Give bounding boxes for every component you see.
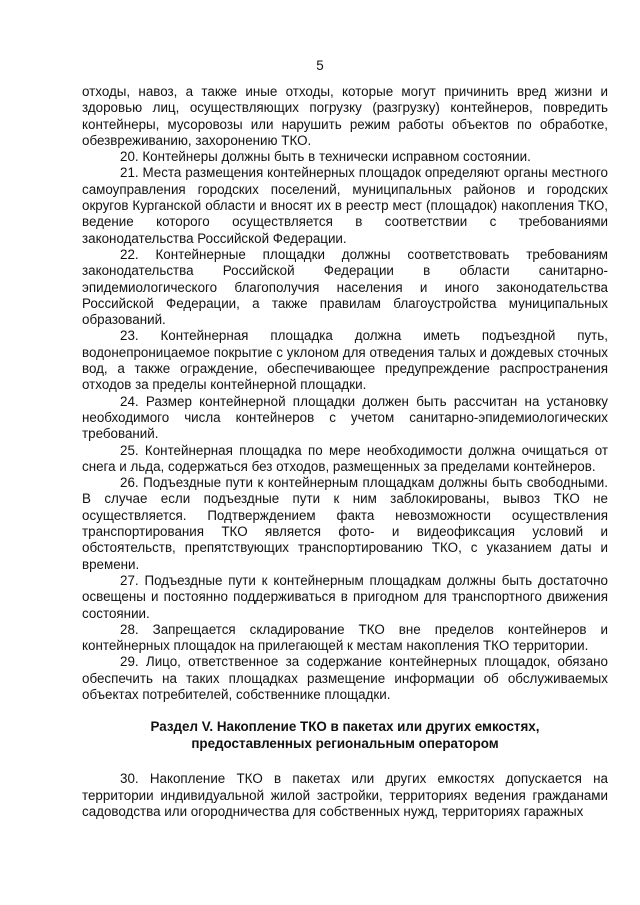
paragraph-27: 27. Подъездные пути к контейнерным площадкам должны быть достаточно освещены и постоянно поддерживаться в пригодном для транспортного движения состоянии.	[82, 572, 608, 621]
section-heading-line-2: предоставленных региональным оператором	[191, 736, 499, 752]
paragraph-continuation: отходы, навоз, а также иные отходы, которые могут причинить вред жизни и здоровью лиц, осуществляющих погрузку (разгрузку) контейнеров, повредить контейнеры, мусоровозы или нарушить режим работы объектов по обработке, обезвреживанию, захоронению ТКО.	[82, 84, 608, 148]
section-heading-line-1: Раздел V. Накопление ТКО в пакетах или других емкостях,	[150, 719, 540, 735]
paragraph-29: 29. Лицо, ответственное за содержание контейнерных площадок, обязано обеспечить на таких площадках размещение информации об обслуживаемых объектах потребителей, собственнике площадки.	[82, 654, 608, 702]
paragraph-30: 30. Накопление ТКО в пакетах или других емкостях допускается на территории индивидуальной жилой застройки, территориях ведения гражданами садоводства или огородничества для собственных нужд, территориях гаражных	[82, 771, 608, 819]
paragraph-25: 25. Контейнерная площадка по мере необходимости должна очищаться от снега и льда, содержаться без отходов, размещенных за пределами контейнеров.	[82, 442, 608, 474]
document-body	[82, 84, 608, 820]
paragraph-26: 26. Подъездные пути к контейнерным площадкам должны быть свободными. В случае если подъездные пути к ним заблокированы, вывоз ТКО не осуществляется. Подтверждением факта невозможности осуществления транспортирования ТКО является фото- и видеофиксация условий и обстоятельств, препятствующих транспортированию ТКО, с указанием даты и времени.	[82, 475, 608, 572]
paragraph-24: 24. Размер контейнерной площадки должен быть рассчитан на установку необходимого числа контейнеров с учетом санитарно-эпидемиологических требований.	[82, 393, 608, 442]
paragraph-23: 23. Контейнерная площадка должна иметь подъездной путь, водонепроницаемое покрытие с уклоном для отведения талых и дождевых сточных вод, а также ограждение, обеспечивающее предупреждение распространения отходов за пределы контейнерной площадки.	[82, 328, 608, 393]
paragraph-22: 22. Контейнерные площадки должны соответствовать требованиям законодательства Российской Федерации в области санитарно-эпидемиологического благополучия населения и иного законодательства Российской Федерации, а также правилам благоустройства муниципальных образований.	[82, 246, 608, 328]
paragraph-20: 20. Контейнеры должны быть в технически исправном состоянии.	[120, 149, 531, 165]
paragraph-28: 28. Запрещается складирование ТКО вне пределов контейнеров и контейнерных площадок на прилегающей к местам накопления ТКО территории.	[82, 621, 608, 654]
page-number: 5	[316, 58, 324, 73]
paragraph-21: 21. Места размещения контейнерных площадок определяют органы местного самоуправления городских поселений, муниципальных районов и городских округов Курганской области и вносят их в реестр мест (площадок) накопления ТКО, ведение которого осуществляется в соответствии с требованиями законодательства Российской Федерации.	[82, 165, 608, 246]
section-heading	[82, 718, 608, 752]
